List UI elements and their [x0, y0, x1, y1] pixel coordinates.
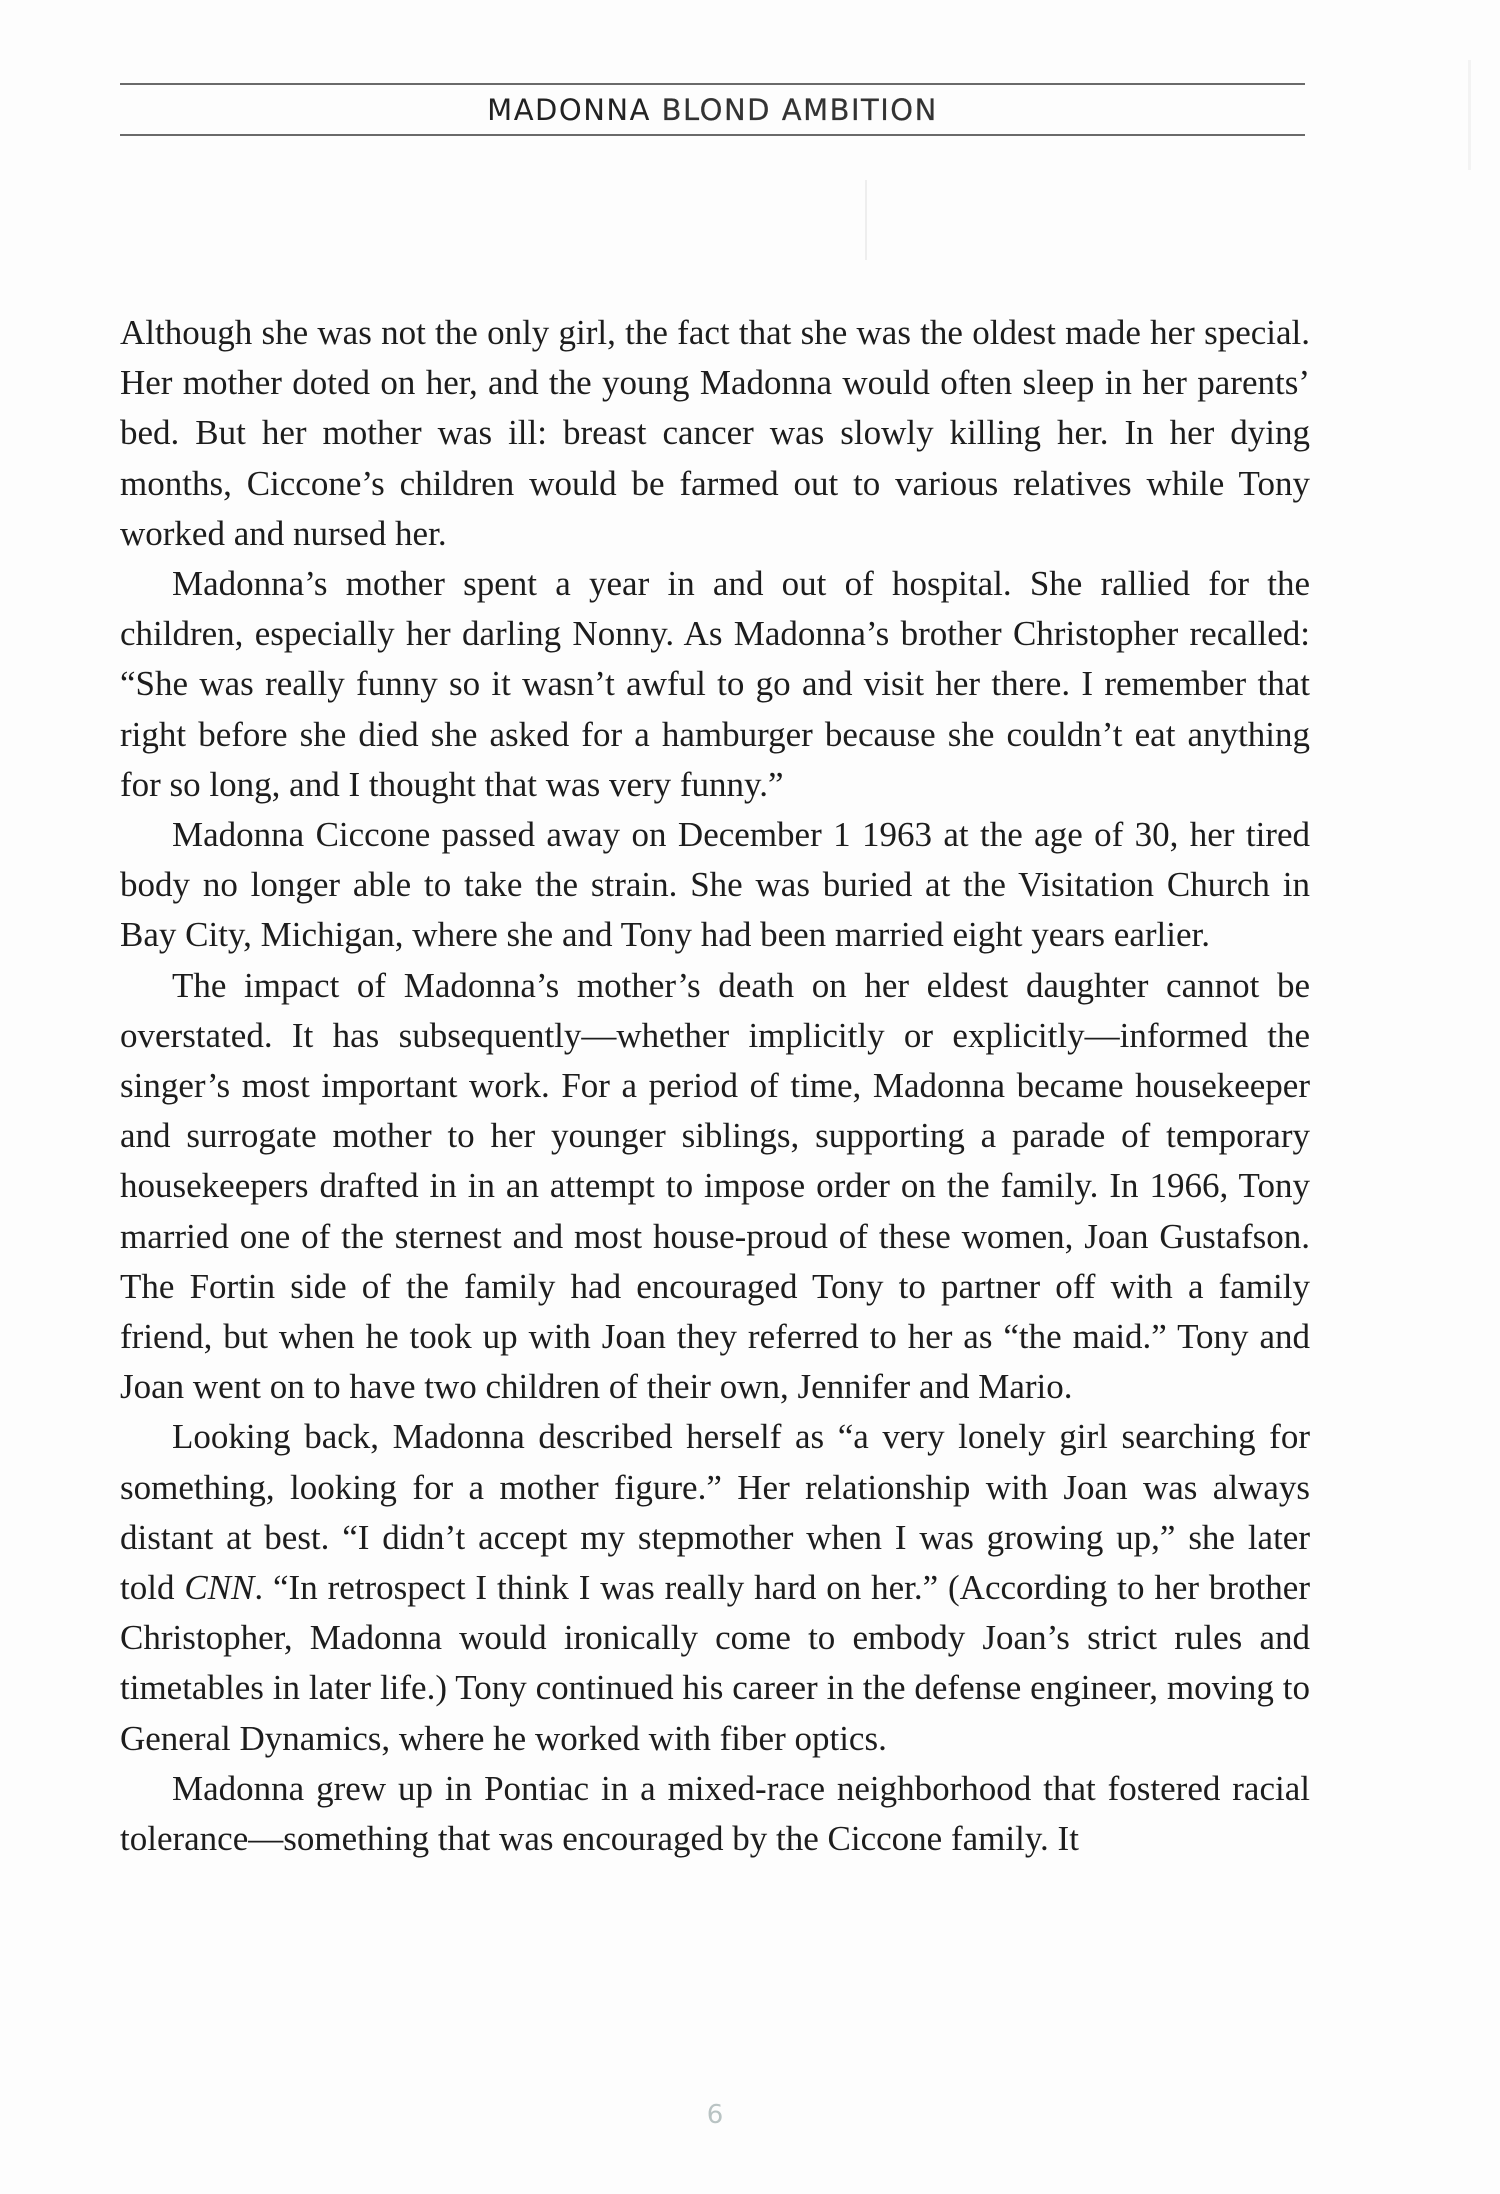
- paragraph-6: Madonna grew up in Pontiac in a mixed-race neighborhood that fostered racial tolerance—something that was encouraged by the Ciccone family. It: [120, 1768, 1310, 1859]
- paragraph-2: Madonna’s mother spent a year in and out of hospital. She rallied for the children, especially her darling Nonny. As Madonna’s brother Christopher recalled: “She was really funny so it wasn’t awful to go and visit her there. I remember that right before she died she asked for a hamburger because she couldn’t eat anything for so long, and I thought that was very funny.”: [120, 564, 1310, 804]
- header-rule-bottom: [120, 134, 1305, 136]
- paragraph-5-part-1: Looking back, Madonna described herself as “a very lonely girl searching for something, looking for a mother figure.” Her relationship with Joan was always distant at best. “I didn’t accept my stepmother when I was growing up,” she later told: [120, 1417, 1310, 1608]
- running-head-author: MADONNA: [487, 93, 651, 127]
- paragraph-3: Madonna Ciccone passed away on December 1 1963 at the age of 30, her tired body no longer able to take the strain. She was buried at the Visitation Church in Bay City, Michigan, where she and Tony had been married eight years earlier.: [120, 815, 1310, 955]
- publication-name-italic: CNN: [184, 1568, 255, 1608]
- paragraph-5-part-2: . “In retrospect I think I was really hard on her.” (According to her brother Christopher, Madonna would ironically come to embody Joan’s strict rules and timetables in later life.) Tony continued his career in the defense engineer, moving to General Dynamics, where he worked with fiber optics.: [120, 1568, 1310, 1758]
- scan-artifact: [1468, 60, 1471, 170]
- body-text: [120, 308, 1310, 1864]
- page-number: 6: [706, 2100, 724, 2130]
- paragraph-1: Although she was not the only girl, the fact that she was the oldest made her special. Her mother doted on her, and the young Madonna would often sleep in her parents’ bed. But her mother was ill: breast cancer was slowly killing her. In her dying months, Ciccone’s children would be farmed out to various relatives while Tony worked and nursed her.: [120, 313, 1310, 553]
- header-rule-top: [120, 83, 1305, 85]
- scan-artifact: [865, 180, 867, 260]
- running-head-title: BLOND AMBITION: [661, 93, 938, 127]
- paragraph-4: The impact of Madonna’s mother’s death on her eldest daughter cannot be overstated. It has subsequently—whether implicitly or explicitly—informed the singer’s most important work. For a period of time, Madonna became housekeeper and surrogate mother to her younger siblings, supporting a parade of temporary housekeepers drafted in in an attempt to impose order on the family. In 1966, Tony married one of the sternest and most house-proud of these women, Joan Gustafson. The Fortin side of the family had encouraged Tony to partner off with a family friend, but when he took up with Joan they referred to her as “the maid.” Tony and Joan went on to have two children of their own, Jennifer and Mario.: [120, 965, 1310, 1407]
- running-head: [120, 90, 1305, 130]
- paragraph-5: [120, 1412, 1310, 1763]
